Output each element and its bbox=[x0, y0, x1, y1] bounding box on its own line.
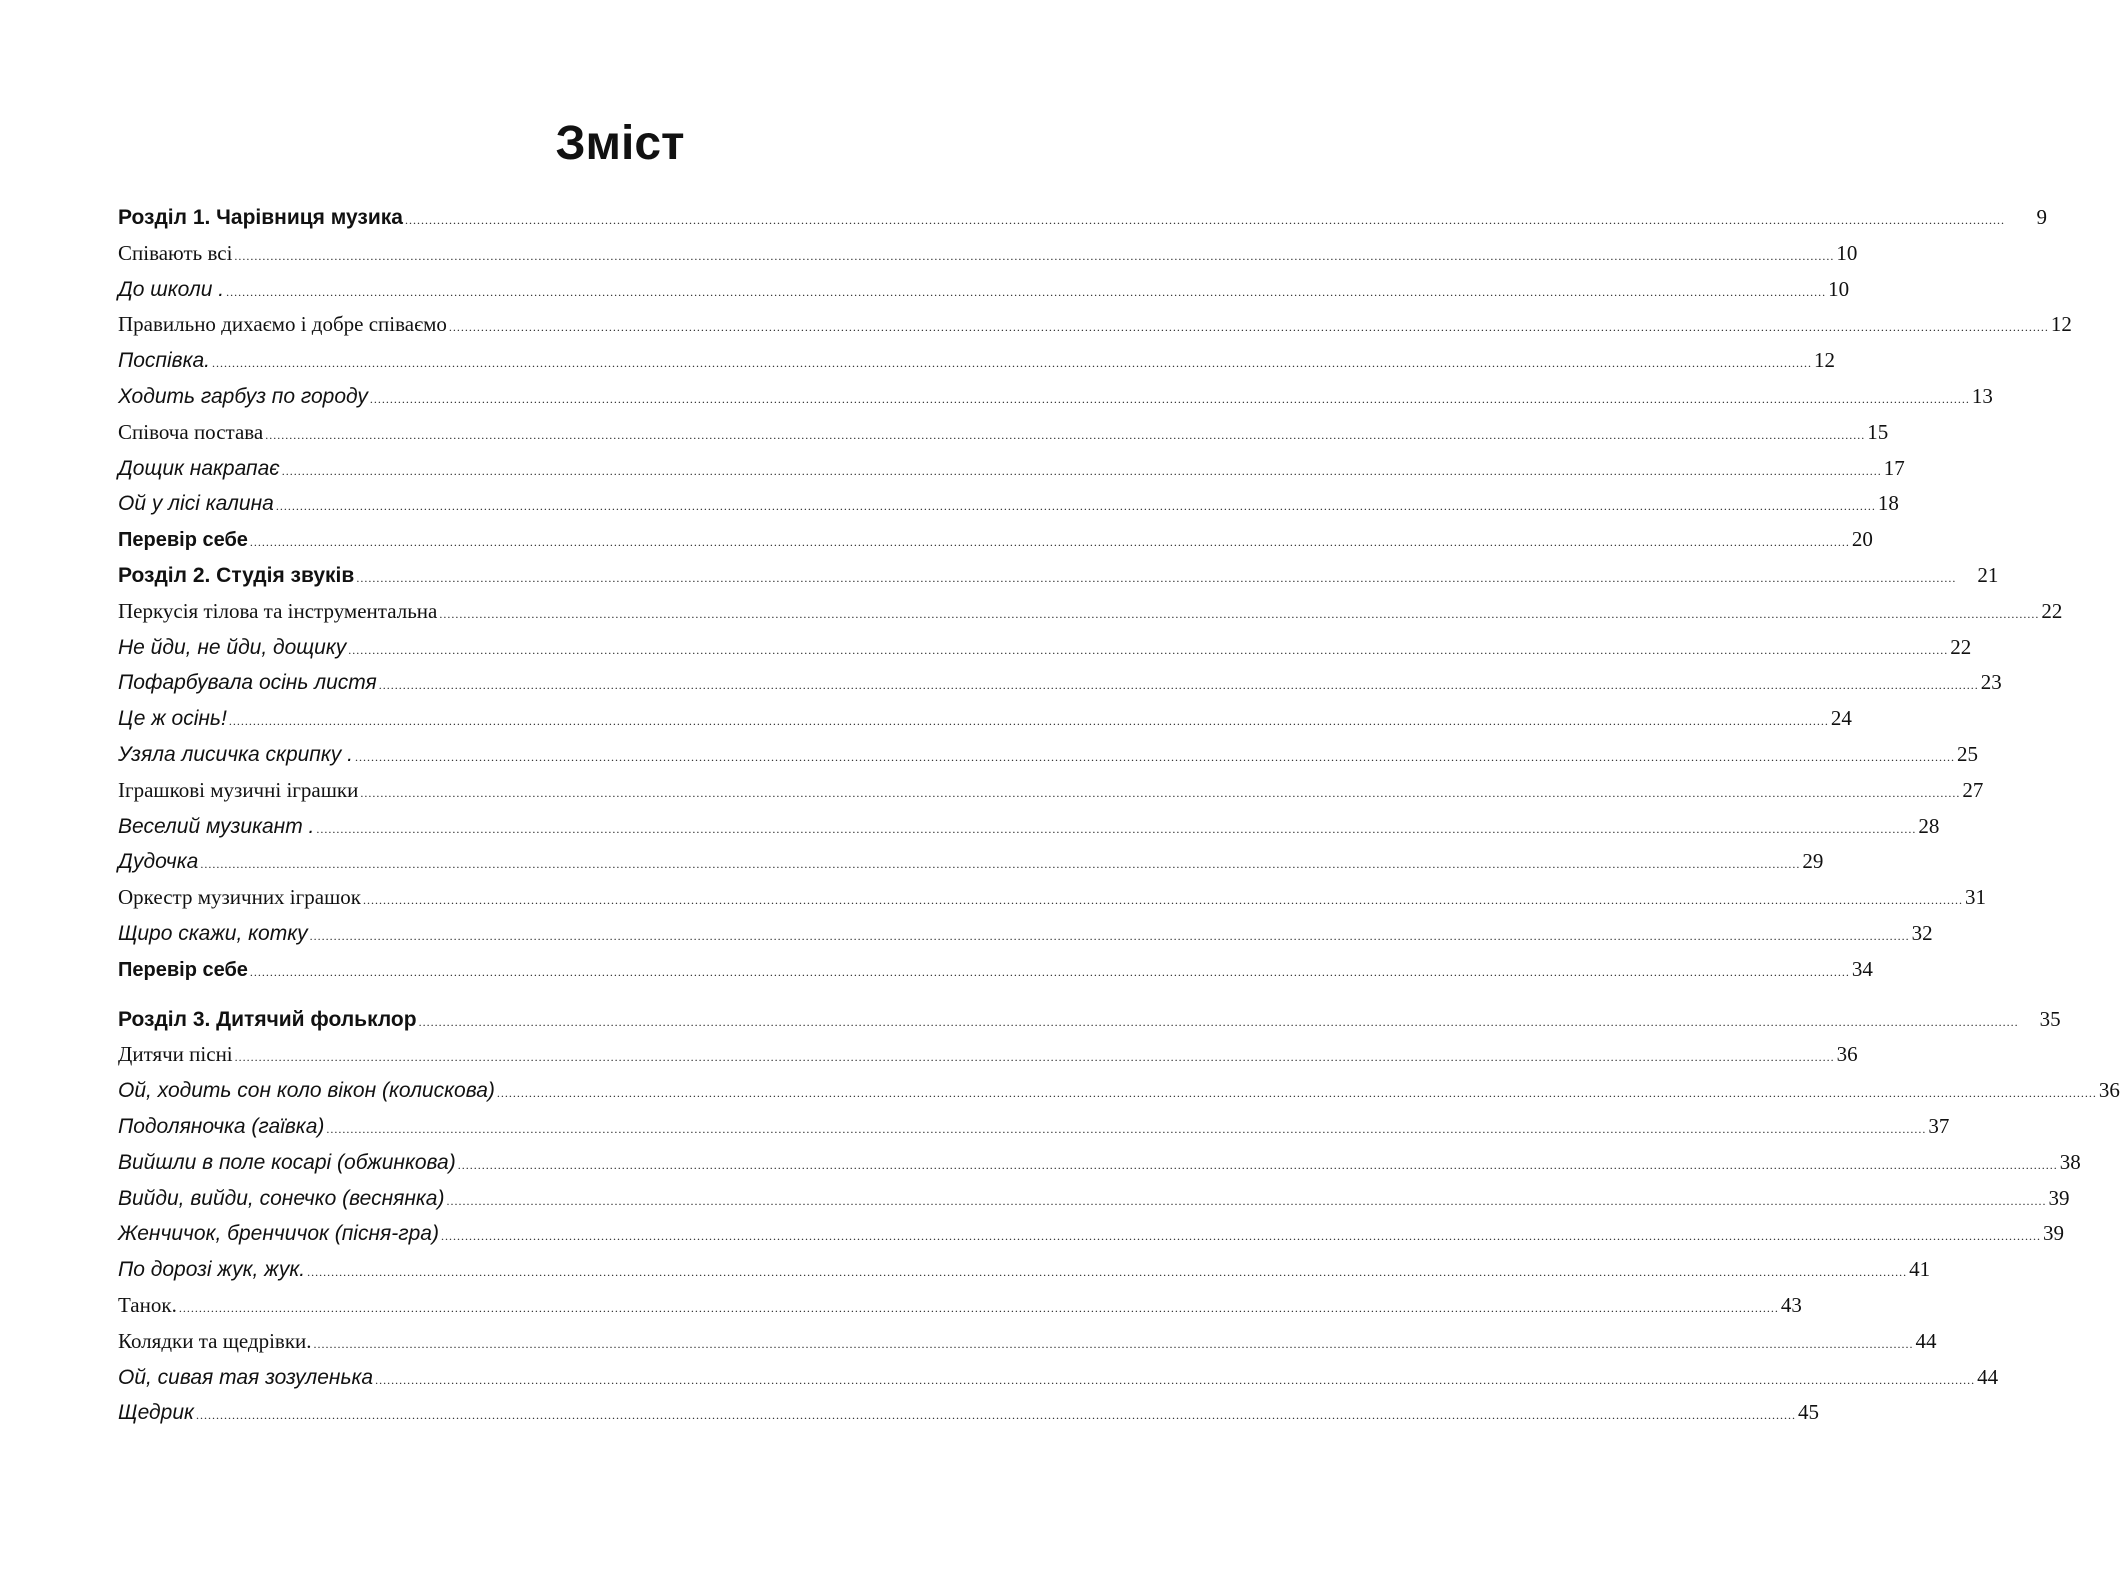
dot-leader: ................................................................................................................................................................................................................................................................................................................................................................................................................ bbox=[316, 821, 1917, 836]
toc-entry-title: Колядки та щедрівки. bbox=[118, 1328, 312, 1353]
toc-entry bbox=[118, 272, 1850, 308]
toc-entry-page-number: 28 bbox=[1918, 813, 1940, 838]
toc-entry-page-number: 12 bbox=[1814, 348, 1836, 373]
toc-entry-page-number: 34 bbox=[1851, 956, 1873, 981]
toc-entry bbox=[118, 236, 1858, 272]
toc-entry-page-number: 25 bbox=[1956, 741, 1978, 766]
toc-entry-page-number: 41 bbox=[1909, 1257, 1931, 1282]
toc-entry-title: Узяла лисичка скрипку . bbox=[118, 742, 353, 766]
dot-leader: ................................................................................................................................................................................................................................................................................................................................................................................................................ bbox=[226, 284, 1827, 299]
dot-leader: ................................................................................................................................................................................................................................................................................................................................................................................................................ bbox=[418, 1014, 2019, 1029]
toc-entry-page-number: 9 bbox=[2036, 205, 2047, 229]
dot-leader: ................................................................................................................................................................................................................................................................................................................................................................................................................ bbox=[439, 606, 2040, 621]
dot-leader: ................................................................................................................................................................................................................................................................................................................................................................................................................ bbox=[249, 964, 1850, 979]
dot-leader: ................................................................................................................................................................................................................................................................................................................................................................................................................ bbox=[249, 535, 1850, 550]
dot-leader: ................................................................................................................................................................................................................................................................................................................................................................................................................ bbox=[457, 1157, 2058, 1172]
dot-leader: ................................................................................................................................................................................................................................................................................................................................................................................................................ bbox=[307, 1265, 1908, 1280]
toc-section-entry bbox=[118, 1002, 2061, 1038]
toc-entry-title: Перкусія тілова та інструментальна bbox=[118, 598, 438, 623]
dot-leader: ................................................................................................................................................................................................................................................................................................................................................................................................................ bbox=[326, 1121, 1927, 1136]
toc-section-entry bbox=[118, 558, 1999, 594]
toc-entry bbox=[118, 1252, 1931, 1288]
table-of-contents bbox=[118, 200, 2120, 1431]
toc-entry bbox=[118, 1360, 1999, 1396]
toc-entry bbox=[118, 701, 1852, 737]
toc-entry-page-number: 15 bbox=[1867, 419, 1889, 444]
dot-leader: ................................................................................................................................................................................................................................................................................................................................................................................................................ bbox=[195, 1408, 1796, 1423]
toc-entry-page-number: 24 bbox=[1830, 706, 1852, 731]
toc-entry-title: Щедрик bbox=[118, 1401, 194, 1425]
toc-entry-title: Співоча постава bbox=[118, 419, 264, 444]
toc-entry-page-number: 13 bbox=[1971, 383, 1993, 408]
toc-entry-page-number: 17 bbox=[1883, 455, 1905, 480]
dot-leader: ................................................................................................................................................................................................................................................................................................................................................................................................................ bbox=[446, 1193, 2047, 1208]
toc-entry bbox=[118, 1395, 1819, 1431]
toc-entry-title: Ой, ходить сон коло вікон (колискова) bbox=[118, 1079, 495, 1103]
dot-leader: ................................................................................................................................................................................................................................................................................................................................................................................................................ bbox=[354, 749, 1955, 764]
toc-entry-title: Розділ 1. Чарівниця музика bbox=[118, 206, 403, 229]
toc-entry-title: Щиро скажи, котку bbox=[118, 921, 308, 945]
dot-leader: ................................................................................................................................................................................................................................................................................................................................................................................................................ bbox=[309, 928, 1910, 943]
toc-entry-page-number: 39 bbox=[2048, 1185, 2070, 1210]
toc-entry-title: Розділ 2. Студія звуків bbox=[118, 563, 355, 587]
toc-entry-title: Вийди, вийди, сонечко (веснянка) bbox=[118, 1186, 445, 1210]
toc-entry-page-number: 29 bbox=[1802, 849, 1824, 874]
dot-leader: ................................................................................................................................................................................................................................................................................................................................................................................................................ bbox=[228, 714, 1829, 729]
toc-entry-title: Ой, сивая тая зозуленька bbox=[118, 1365, 374, 1389]
toc-entry-page-number: 20 bbox=[1851, 527, 1873, 552]
toc-entry-page-number: 44 bbox=[1977, 1364, 1999, 1389]
dot-leader: ................................................................................................................................................................................................................................................................................................................................................................................................................ bbox=[356, 570, 1957, 585]
toc-entry-title: До школи . bbox=[118, 277, 225, 301]
toc-entry bbox=[118, 486, 1899, 522]
toc-entry bbox=[118, 773, 1984, 809]
toc-entry-title: Подоляночка (гаївка) bbox=[118, 1114, 325, 1138]
toc-entry-title: Веселий музикант . bbox=[118, 814, 315, 838]
toc-entry-title: Пофарбувала осінь листя bbox=[118, 671, 377, 695]
dot-leader: ................................................................................................................................................................................................................................................................................................................................................................................................................ bbox=[212, 356, 1813, 371]
toc-entry-page-number: 32 bbox=[1911, 920, 1933, 945]
dot-leader: ................................................................................................................................................................................................................................................................................................................................................................................................................ bbox=[362, 893, 1963, 908]
toc-entry bbox=[118, 1324, 1937, 1360]
toc-section-entry bbox=[118, 200, 2047, 236]
dot-leader: ................................................................................................................................................................................................................................................................................................................................................................................................................ bbox=[265, 427, 1866, 442]
toc-entry-page-number: 37 bbox=[1928, 1113, 1950, 1138]
dot-leader: ................................................................................................................................................................................................................................................................................................................................................................................................................ bbox=[369, 391, 1970, 406]
toc-entry bbox=[118, 379, 1993, 415]
toc-entry bbox=[118, 1216, 2064, 1252]
toc-entry bbox=[118, 844, 1824, 880]
toc-entry bbox=[118, 880, 1986, 916]
toc-entry-page-number: 18 bbox=[1877, 491, 1899, 516]
toc-entry bbox=[118, 1288, 1802, 1324]
dot-leader: ................................................................................................................................................................................................................................................................................................................................................................................................................ bbox=[313, 1336, 1914, 1351]
toc-entry-page-number: 23 bbox=[1980, 670, 2002, 695]
toc-entry bbox=[118, 343, 1836, 379]
toc-entry-title: Дитячи пісні bbox=[118, 1042, 233, 1067]
toc-entry-title: Іграшкові музичні іграшки bbox=[118, 777, 359, 802]
toc-entry bbox=[118, 630, 1972, 666]
dot-leader: ................................................................................................................................................................................................................................................................................................................................................................................................................ bbox=[360, 785, 1961, 800]
dot-leader: ................................................................................................................................................................................................................................................................................................................................................................................................................ bbox=[275, 499, 1876, 514]
toc-entry bbox=[118, 522, 1873, 558]
toc-entry bbox=[118, 1181, 2070, 1217]
toc-entry-title: Оркестр музичних іграшок bbox=[118, 885, 361, 910]
toc-entry-title: Дудочка bbox=[118, 850, 199, 874]
toc-entry bbox=[118, 1145, 2081, 1181]
toc-entry-page-number: 36 bbox=[2098, 1078, 2120, 1103]
toc-entry bbox=[118, 1109, 1950, 1145]
toc-entry-page-number: 12 bbox=[2050, 312, 2072, 337]
toc-entry-page-number: 22 bbox=[1950, 634, 1972, 659]
toc-entry bbox=[118, 307, 2072, 343]
toc-entry-page-number: 10 bbox=[1828, 276, 1850, 301]
toc-entry bbox=[118, 916, 1933, 952]
toc-entry bbox=[118, 1073, 2120, 1109]
toc-entry-page-number: 45 bbox=[1797, 1400, 1819, 1425]
toc-entry-title: Не йди, не йди, дощику bbox=[118, 635, 347, 659]
page-title: Зміст bbox=[555, 117, 685, 170]
toc-entry-page-number: 35 bbox=[2039, 1006, 2061, 1031]
toc-entry bbox=[118, 415, 1889, 451]
dot-leader: ................................................................................................................................................................................................................................................................................................................................................................................................................ bbox=[448, 320, 2049, 335]
dot-leader: ................................................................................................................................................................................................................................................................................................................................................................................................................ bbox=[200, 857, 1801, 872]
toc-entry bbox=[118, 1037, 1858, 1073]
dot-leader: ................................................................................................................................................................................................................................................................................................................................................................................................................ bbox=[378, 678, 1979, 693]
toc-entry bbox=[118, 451, 1905, 487]
toc-entry-title: Ой у лісі калина bbox=[118, 492, 274, 516]
dot-leader: ................................................................................................................................................................................................................................................................................................................................................................................................................ bbox=[375, 1372, 1976, 1387]
dot-leader: ................................................................................................................................................................................................................................................................................................................................................................................................................ bbox=[234, 248, 1835, 263]
toc-entry-title: Дощик накрапає bbox=[118, 456, 280, 480]
toc-entry-page-number: 38 bbox=[2059, 1149, 2081, 1174]
toc-entry-title: Розділ 3. Дитячий фольклор bbox=[118, 1007, 417, 1031]
toc-entry-page-number: 27 bbox=[1962, 777, 1984, 802]
dot-leader: ................................................................................................................................................................................................................................................................................................................................................................................................................ bbox=[404, 213, 2005, 227]
dot-leader: ................................................................................................................................................................................................................................................................................................................................................................................................................ bbox=[281, 463, 1882, 478]
toc-entry-page-number: 44 bbox=[1915, 1328, 1937, 1353]
toc-entry-title: Поспівка. bbox=[118, 349, 211, 373]
dot-leader: ................................................................................................................................................................................................................................................................................................................................................................................................................ bbox=[348, 642, 1949, 657]
toc-entry-page-number: 21 bbox=[1977, 562, 1999, 587]
toc-entry bbox=[118, 737, 1978, 773]
toc-entry-page-number: 39 bbox=[2042, 1221, 2064, 1246]
toc-entry-page-number: 31 bbox=[1964, 885, 1986, 910]
toc-entry-page-number: 36 bbox=[1836, 1042, 1858, 1067]
toc-entry-title: Танок. bbox=[118, 1292, 177, 1317]
toc-entry-title: Правильно дихаємо і добре співаємо bbox=[118, 312, 447, 337]
dot-leader: ................................................................................................................................................................................................................................................................................................................................................................................................................ bbox=[440, 1229, 2041, 1244]
toc-entry-title: Женчичок, бренчичок (пісня-гра) bbox=[118, 1222, 439, 1246]
toc-entry bbox=[118, 665, 2002, 701]
toc-entry-page-number: 10 bbox=[1836, 240, 1858, 265]
dot-leader: ................................................................................................................................................................................................................................................................................................................................................................................................................ bbox=[496, 1086, 2097, 1101]
toc-entry-title: Це ж осінь! bbox=[118, 707, 227, 731]
toc-entry bbox=[118, 594, 2063, 630]
toc-entry-page-number: 22 bbox=[2041, 598, 2063, 623]
toc-entry bbox=[118, 952, 1873, 988]
toc-entry bbox=[118, 809, 1940, 845]
toc-entry-title: Перевір себе bbox=[118, 958, 248, 981]
toc-entry-title: По дорозі жук, жук. bbox=[118, 1258, 306, 1282]
dot-leader: ................................................................................................................................................................................................................................................................................................................................................................................................................ bbox=[178, 1300, 1779, 1315]
dot-leader: ................................................................................................................................................................................................................................................................................................................................................................................................................ bbox=[234, 1050, 1835, 1065]
toc-entry-title: Ходить гарбуз по городу bbox=[118, 384, 368, 408]
toc-entry-page-number: 43 bbox=[1780, 1292, 1802, 1317]
toc-entry-title: Співають всі bbox=[118, 240, 233, 265]
toc-entry-title: Вийшли в поле косарі (обжинкова) bbox=[118, 1150, 456, 1174]
toc-entry-title: Перевір себе bbox=[118, 529, 248, 552]
